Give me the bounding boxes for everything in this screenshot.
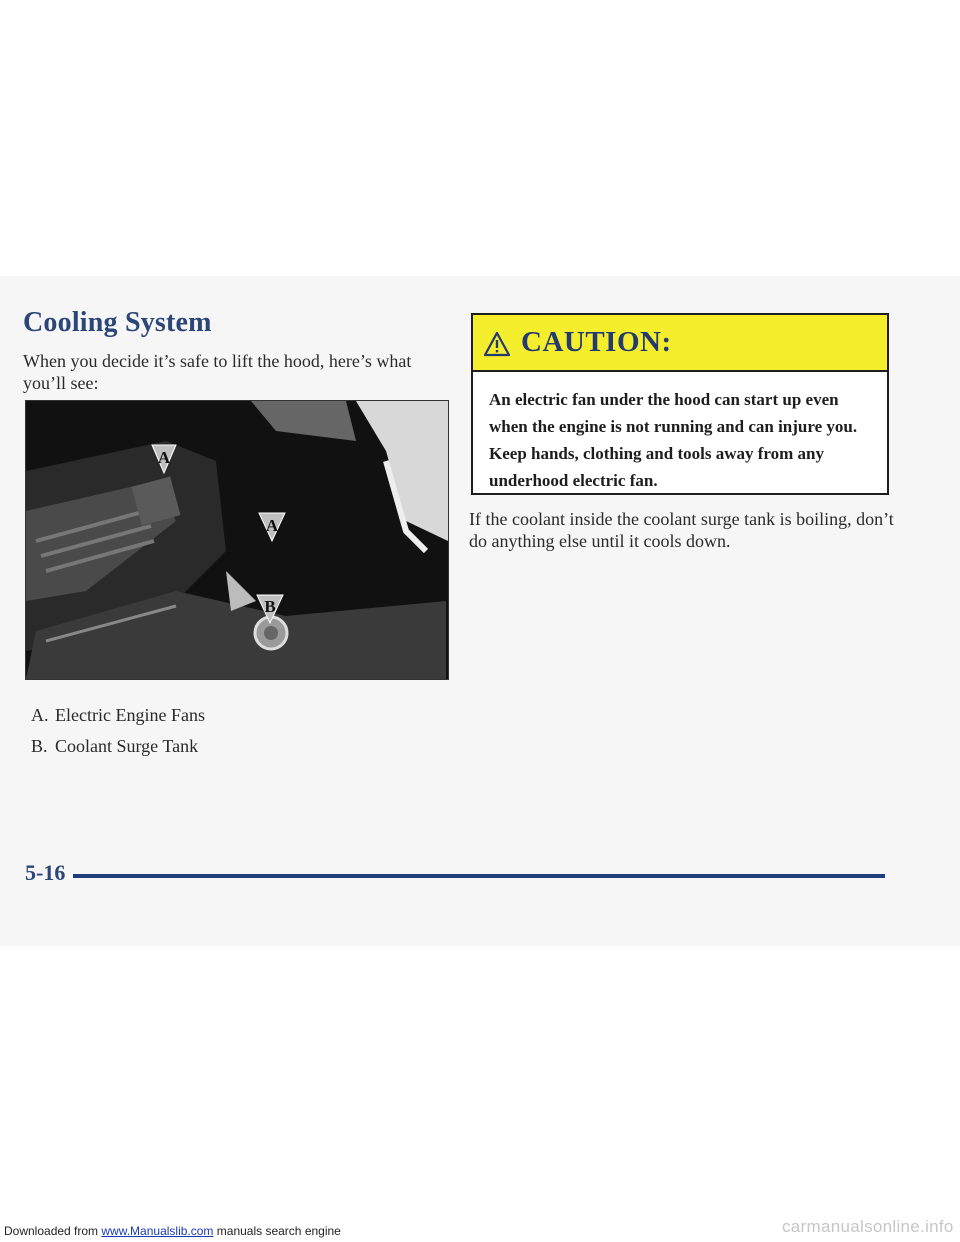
- legend-key: A.: [31, 705, 49, 725]
- marker-a-1-label: A: [157, 448, 171, 467]
- marker-b-label: B: [264, 597, 276, 616]
- manualslib-link[interactable]: www.Manualslib.com: [101, 1224, 214, 1238]
- legend-label: Electric Engine Fans: [55, 705, 205, 725]
- intro-text: When you decide it’s safe to lift the hood, here’s what you’ll see:: [23, 351, 412, 393]
- photo-legend: [31, 705, 205, 767]
- legend-label: Coolant Surge Tank: [55, 736, 199, 756]
- marker-a-2-label: A: [265, 516, 279, 535]
- engine-photo-graphic: [26, 401, 448, 679]
- engine-photo: [25, 400, 449, 680]
- caution-box: [471, 313, 889, 495]
- footer-rule: [73, 874, 885, 878]
- footer-suffix: manuals search engine: [213, 1224, 341, 1238]
- warning-triangle-icon: [483, 331, 511, 357]
- coolant-paragraph: If the coolant inside the coolant surge tank is boiling, don’t do anything else until it cools down.: [469, 509, 894, 551]
- footer-prefix: Downloaded from: [4, 1224, 102, 1238]
- download-footer: [4, 1224, 341, 1238]
- caution-title: CAUTION:: [521, 326, 672, 358]
- page-number: 5-16: [25, 860, 66, 885]
- caution-text: An electric fan under the hood can start up even when the engine is not running and can injure you. Keep hands, clothing and tools away from any underhood electric fan.: [489, 390, 858, 490]
- legend-key: B.: [31, 736, 48, 756]
- site-watermark: carmanualsonline.info: [782, 1217, 954, 1236]
- legend-item: [31, 705, 205, 736]
- legend-item: [31, 736, 205, 767]
- page-title: Cooling System: [23, 307, 212, 338]
- caution-header: [473, 315, 887, 372]
